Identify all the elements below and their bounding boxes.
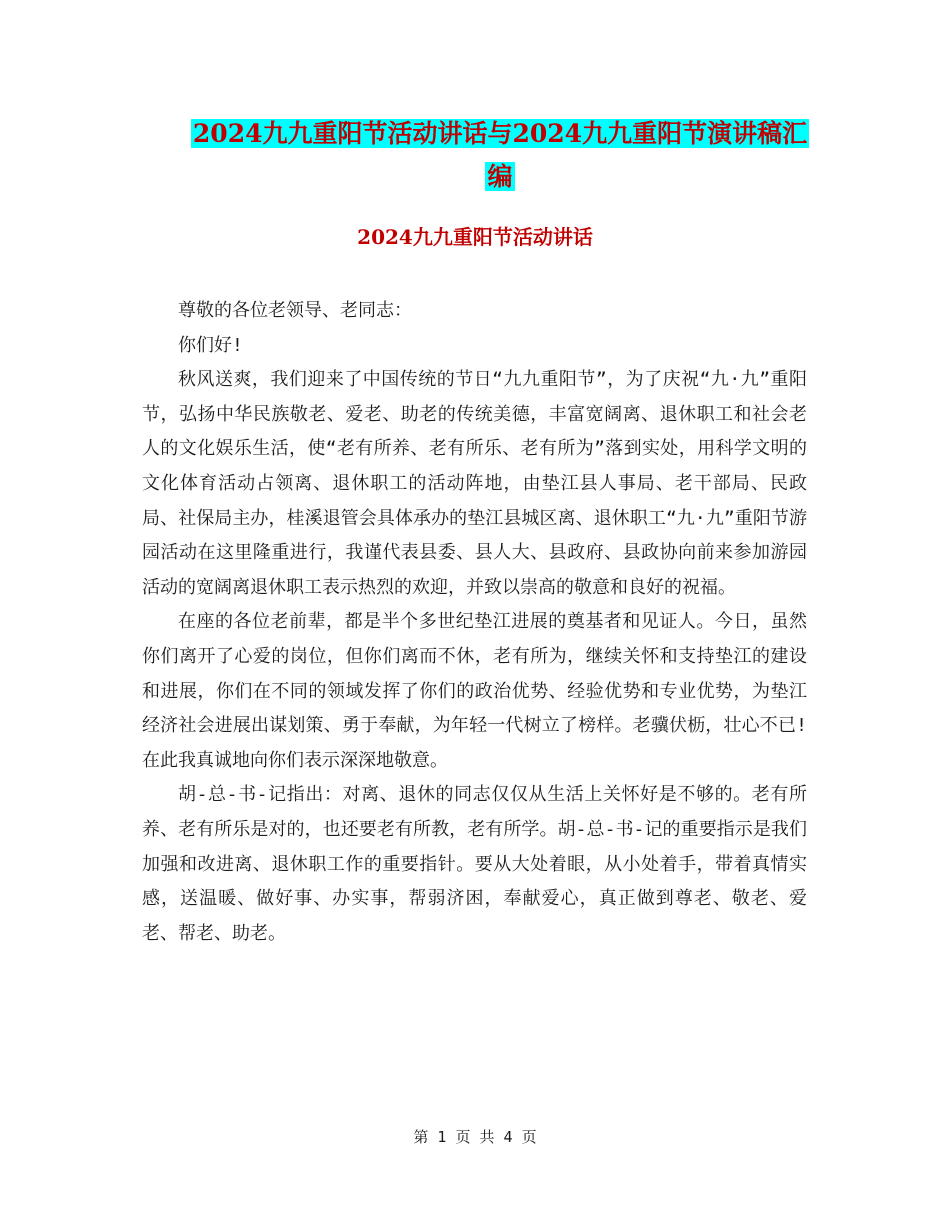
- greeting: 你们好!: [178, 334, 243, 356]
- body-text: [142, 294, 807, 951]
- title-line-2: 编: [487, 162, 513, 191]
- section-title: 2024九九重阳节活动讲话: [357, 225, 593, 249]
- salutation: 尊敬的各位老领导、老同志：: [178, 300, 412, 321]
- paragraph: 在座的各位老前辈，都是半个多世纪垫江进展的奠基者和见证人。今日，虽然你们离开了心爱的岗位，但你们离而不休，老有所为，继续关怀和支持垫江的建设和进展，你们在不同的领域发挥了你们的政治优势、经验优势和专业优势，为垫江经济社会进展出谋划策、勇于奉献，为年轻一代树立了榜样。老骥伏枥，壮心不已!在此我真诚地向你们表示深深地敬意。: [142, 611, 807, 771]
- page-number-footer: 第 1 页 共 4 页: [413, 1128, 537, 1146]
- paragraph: 秋风送爽，我们迎来了中国传统的节日“九九重阳节”，为了庆祝“九·九”重阳节，弘扬中华民族敬老、爱老、助老的传统美德，丰富宽阔离、退休职工和社会老人的文化娱乐生活，使“老有所养、老有所乐、老有所为”落到实处，用科学文明的文化体育活动占领离、退休职工的活动阵地，由垫江县人事局、老干部局、民政局、社保局主办，桂溪退管会具体承办的垫江县城区离、退休职工“九·九”重阳节游园活动在这里隆重进行，我谨代表县委、县人大、县政府、县政协向前来参加游园活动的宽阔离退休职工表示热烈的欢迎，并致以崇高的敬意和良好的祝福。: [142, 369, 807, 598]
- paragraph: 胡-总-书-记指出：对离、退休的同志仅仅从生活上关怀好是不够的。老有所养、老有所乐是对的，也还要老有所教，老有所学。胡-总-书-记的重要指示是我们加强和改进离、退休职工作的重要指针。要从大处着眼，从小处着手，带着真情实感，送温暖、做好事、办实事，帮弱济困，奉献爱心，真正做到尊老、敬老、爱老、帮老、助老。: [142, 784, 807, 944]
- document-title: [150, 112, 850, 198]
- title-line-1: 2024九九重阳节活动讲话与2024九九重阳节演讲稿汇: [192, 119, 808, 148]
